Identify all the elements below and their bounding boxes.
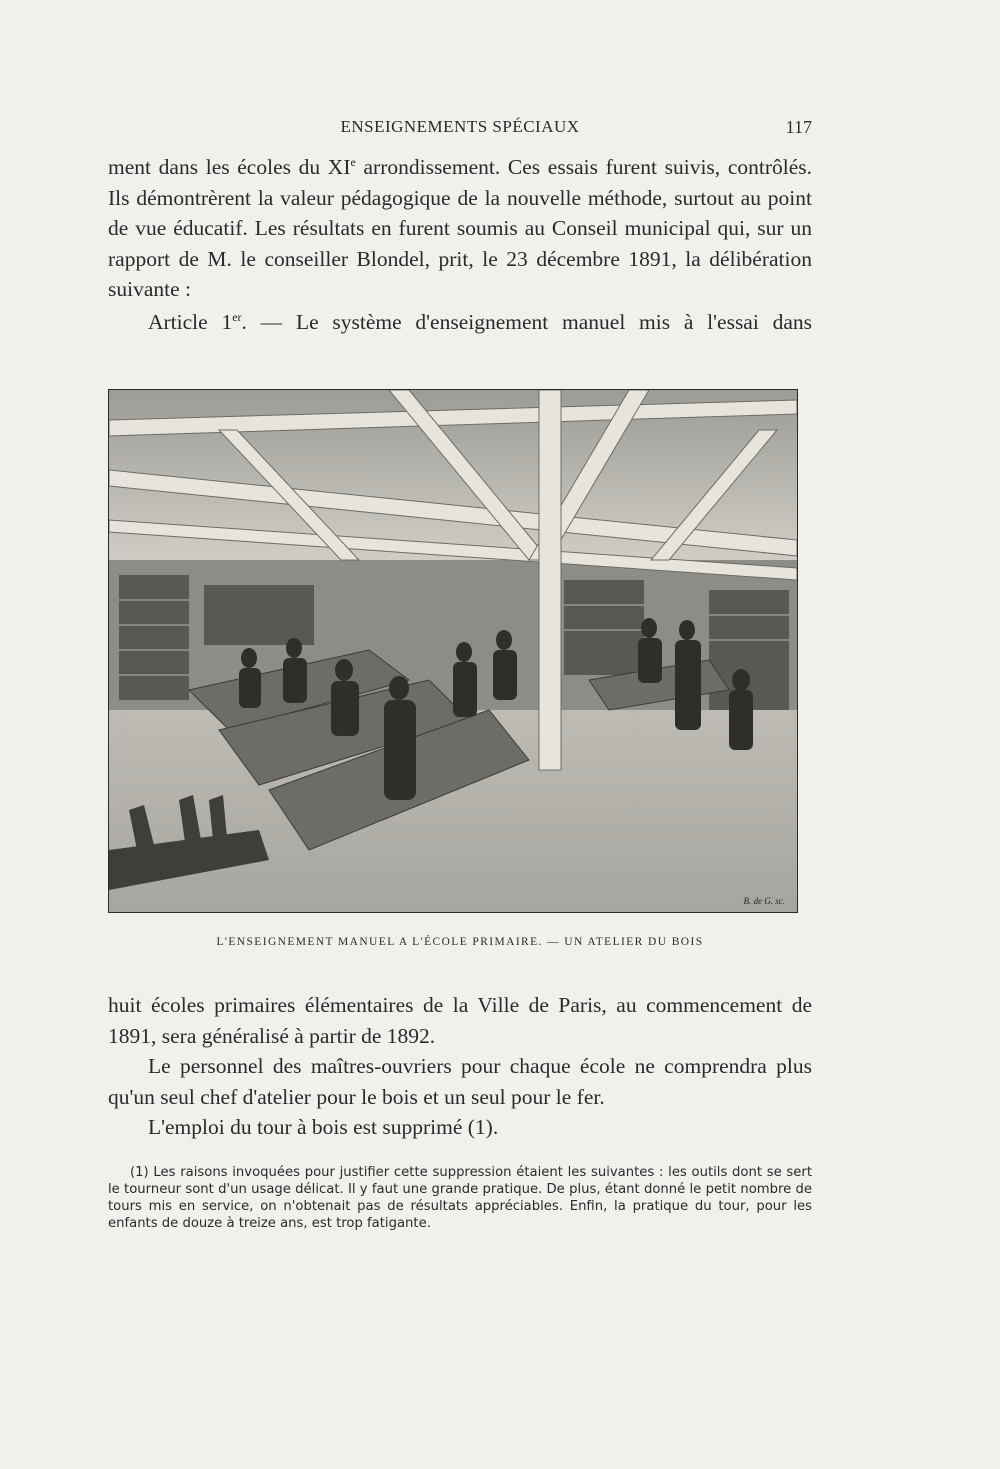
paragraph-delib (108, 152, 812, 305)
footnote-text: (1) Les raisons invoquées pour justifier cette suppression étaient les suivantes : les outils dont se sert le tourneur sont d'un usage délicat. Il y faut une grande pratique. De plus, étant donné le petit nombre de tours mis en service, on n'obtenait pas de résultats appréciables. Enfin, la pratique du tour, pour les enfants de douze à treize ans, est trop fatigante. (108, 1165, 812, 1231)
page-number: 117 (785, 117, 812, 137)
running-head (108, 117, 812, 141)
paragraph-article (108, 307, 812, 338)
footnote (108, 1164, 812, 1232)
article-line (108, 307, 812, 338)
paragraph-2: Le personnel des maîtres-ouvriers pour chaque école ne comprendra plus qu'un seul chef d'atelier pour le bois et un seul pour le fer. (108, 1054, 812, 1109)
text-segment: Article 1 (148, 310, 233, 334)
workshop-photograph (108, 389, 798, 913)
body-text-top (108, 152, 812, 305)
superscript: er (232, 309, 242, 324)
paragraph-3: L'emploi du tour à bois est supprimé (1). (148, 1115, 499, 1140)
paragraph-1: huit écoles primaires élémentaires de la Ville de Paris, au commencement de 1891, sera généralisé à partir de 1892. (108, 993, 812, 1048)
text-segment: arrondissement. Ces essais furent suivis, contrôlés. Ils démontrèrent la valeur pédagogique de la nouvelle méthode, surtout au point de vue éducatif. Les résultats en furent soumis au Conseil municipal qui, sur un rapport de M. le conseiller Blondel, prit, le 23 décembre 1891, la délibération suivante : (108, 155, 813, 302)
running-title: ENSEIGNEMENTS SPÉCIAUX (340, 117, 580, 136)
text-segment: ment dans les écoles du XI (108, 155, 351, 179)
body-text-bottom (108, 990, 812, 1143)
engraver-signature: B. de G. sc. (743, 896, 785, 906)
figure-caption: L'ENSEIGNEMENT MANUEL A L'ÉCOLE PRIMAIRE. — UN ATELIER DU BOIS (216, 936, 704, 948)
text-segment: . — Le système d'enseignement manuel mis à l'essai dans (241, 310, 812, 334)
superscript: e (350, 154, 356, 169)
